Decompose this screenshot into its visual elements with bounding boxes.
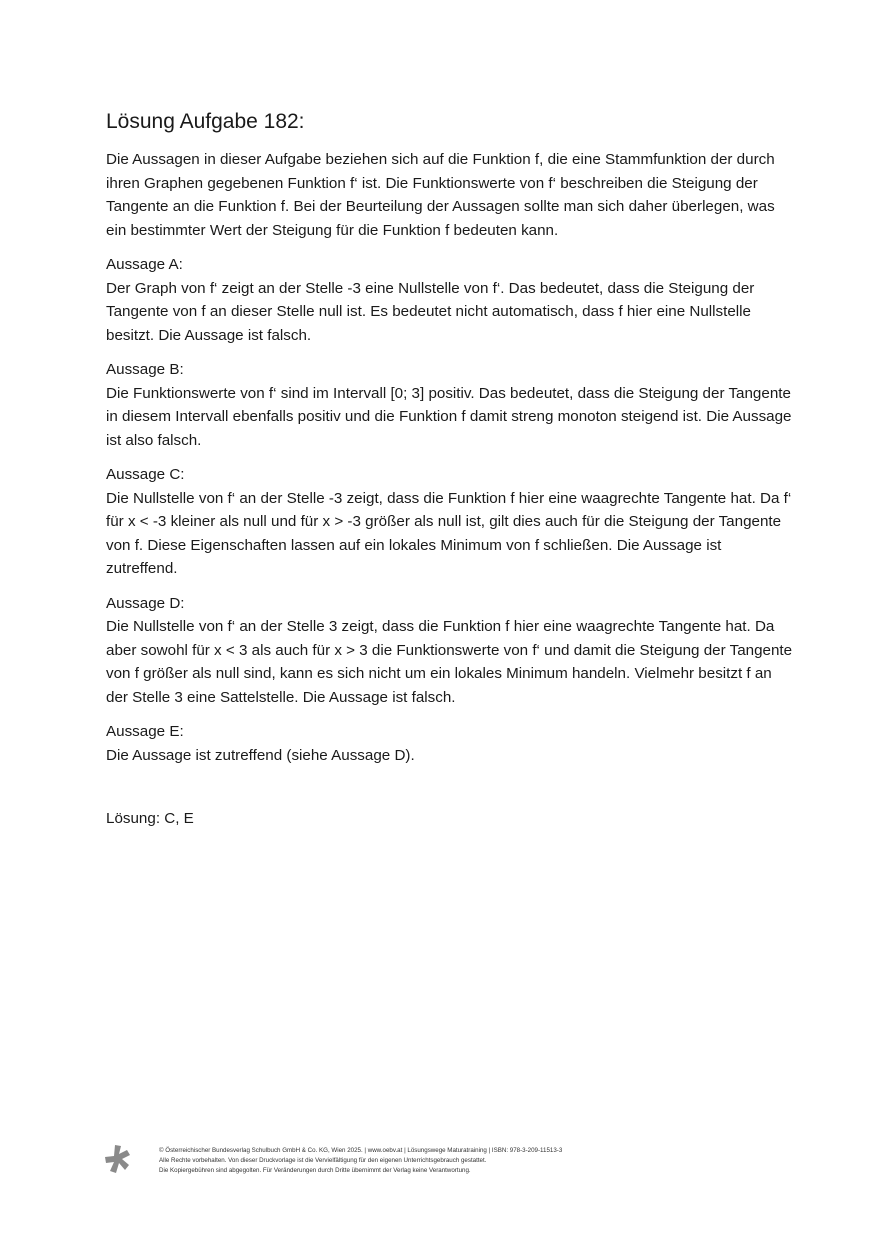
copyright-line: © Österreichischer Bundesverlag Schulbuch GmbH & Co. KG, Wien 2025. | www.oebv.at | Lösungswege Maturatraining | ISBN: 978-3-209-11513-3 <box>159 1147 563 1154</box>
statement-text: Die Aussage ist zutreffend (siehe Aussage D). <box>106 746 415 764</box>
document-body <box>106 148 796 842</box>
intro-paragraph: Die Aussagen in dieser Aufgabe beziehen sich auf die Funktion f, die eine Stammfunktion der durch ihren Graphen gegebenen Funktion f‘ ist. Die Funktionswerte von f‘ beschreiben die Steigung der Tangente an die Funktion f. Bei der Beurteilung der Aussagen sollte man sich daher überlegen, was ein bestimmter Wert der Steigung für die Funktion f bedeuten kann. <box>106 151 775 239</box>
page-footer <box>105 1143 705 1183</box>
page-title: Lösung Aufgabe 182: <box>106 110 305 133</box>
statement-a <box>106 253 796 347</box>
statement-c <box>106 463 796 581</box>
solution-line: Lösung: C, E <box>106 810 194 827</box>
statement-label: Aussage A: <box>106 256 183 273</box>
statement-text: Die Nullstelle von f‘ an der Stelle 3 zeigt, dass die Funktion f hier eine waagrechte Tangente hat. Da aber sowohl für x < 3 als auch für x > 3 die Funktionswerte von f‘ und damit die Steigung der Tangente von f größer als null sind, kann es sich nicht um ein lokales Minimum handeln. Vielmehr besitzt f an der Stelle 3 eine Sattelstelle. Die Aussage ist falsch. <box>106 618 793 706</box>
publisher-logo-icon <box>105 1143 135 1175</box>
statement-text: Die Funktionswerte von f‘ sind im Intervall [0; 3] positiv. Das bedeutet, dass die Steigung der Tangente in diesem Intervall ebenfalls positiv und die Funktion f damit streng monoton steigend ist. Die Aussage ist also falsch. <box>106 384 792 449</box>
statement-text: Der Graph von f‘ zeigt an der Stelle -3 eine Nullstelle von f‘. Das bedeutet, dass die Steigung der Tangente von f an dieser Stelle null ist. Es bedeutet nicht automatisch, dass f hier eine Nullstelle besitzt. Die Aussage ist falsch. <box>106 279 755 344</box>
statement-d <box>106 592 796 710</box>
statement-label: Aussage B: <box>106 361 184 378</box>
liability-line: Die Kopiergebühren sind abgegolten. Für Veränderungen durch Dritte übernimmt der Verlag keine Verantwortung. <box>159 1167 471 1174</box>
statement-e <box>106 720 796 767</box>
rights-line: Alle Rechte vorbehalten. Von dieser Druckvorlage ist die Vervielfältigung für den eigenen Unterrichtsgebrauch gestattet. <box>159 1157 487 1164</box>
statement-text: Die Nullstelle von f‘ an der Stelle -3 zeigt, dass die Funktion f hier eine waagrechte Tangente hat. Da f‘ für x < -3 kleiner als null und für x > -3 größer als null ist, gilt dies auch für die Steigung der Tangente von f. Diese Eigenschaften lassen auf ein lokales Minimum von f schließen. Die Aussage ist zutreffend. <box>106 489 792 577</box>
copyright-notice <box>159 1146 719 1176</box>
statement-label: Aussage E: <box>106 723 184 740</box>
statement-b <box>106 358 796 452</box>
statement-label: Aussage D: <box>106 594 185 612</box>
statement-label: Aussage C: <box>106 466 185 483</box>
